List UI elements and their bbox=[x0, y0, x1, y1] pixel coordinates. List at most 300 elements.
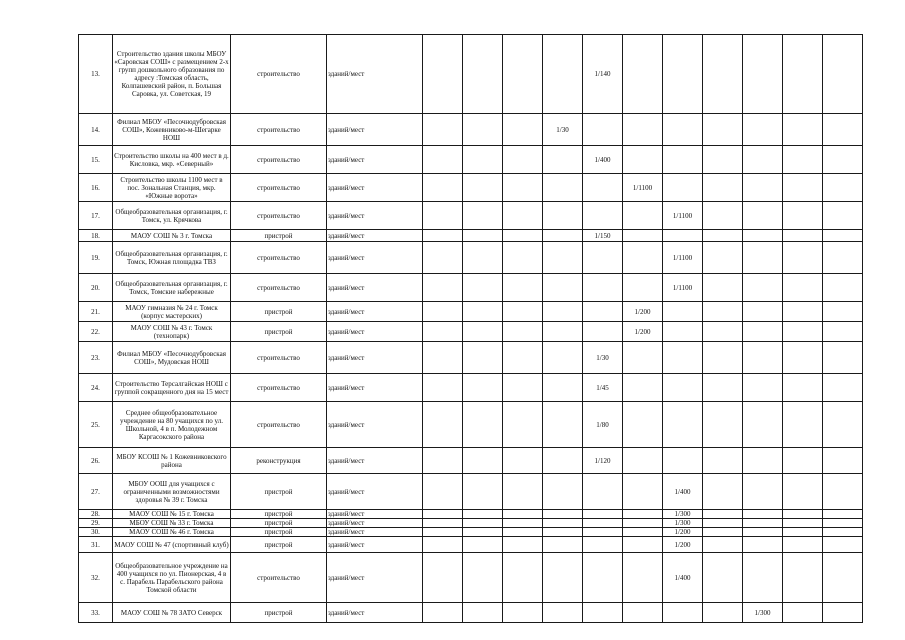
empty-cell bbox=[463, 448, 503, 474]
object-name: Общеобразовательная организация, г. Томск, ул. Крячкова bbox=[113, 202, 231, 230]
empty-cell bbox=[463, 519, 503, 528]
empty-cell bbox=[463, 274, 503, 302]
empty-cell bbox=[783, 448, 823, 474]
object-name: МАОУ гимназия № 24 г. Томск (корпус мастерских) bbox=[113, 302, 231, 322]
empty-cell bbox=[423, 374, 463, 402]
object-name: Общеобразовательная организация, г. Томск, Томские набережные bbox=[113, 274, 231, 302]
empty-cell bbox=[503, 146, 543, 174]
empty-cell bbox=[823, 537, 863, 553]
value-cell: 1/1100 bbox=[663, 274, 703, 302]
empty-cell bbox=[583, 528, 623, 537]
empty-cell bbox=[583, 510, 623, 519]
table-row bbox=[79, 230, 863, 242]
empty-cell bbox=[583, 474, 623, 510]
row-number: 22. bbox=[79, 322, 113, 342]
empty-cell bbox=[423, 322, 463, 342]
measure-unit: зданий/мест bbox=[327, 242, 423, 274]
empty-cell bbox=[783, 322, 823, 342]
empty-cell bbox=[823, 528, 863, 537]
empty-cell bbox=[503, 448, 543, 474]
work-type: пристрой bbox=[231, 322, 327, 342]
empty-cell bbox=[783, 114, 823, 146]
empty-cell bbox=[703, 448, 743, 474]
empty-cell bbox=[743, 374, 783, 402]
empty-cell bbox=[463, 146, 503, 174]
value-cell: 1/400 bbox=[583, 146, 623, 174]
empty-cell bbox=[783, 146, 823, 174]
row-number: 21. bbox=[79, 302, 113, 322]
object-name: Общеобразовательная организация, г. Томск, Южная площадка ТВЗ bbox=[113, 242, 231, 274]
measure-unit: зданий/мест bbox=[327, 448, 423, 474]
work-type: пристрой bbox=[231, 519, 327, 528]
empty-cell bbox=[823, 274, 863, 302]
empty-cell bbox=[703, 322, 743, 342]
empty-cell bbox=[743, 537, 783, 553]
empty-cell bbox=[823, 553, 863, 603]
object-name: МАОУ СОШ № 46 г. Томска bbox=[113, 528, 231, 537]
value-cell: 1/80 bbox=[583, 402, 623, 448]
empty-cell bbox=[823, 230, 863, 242]
object-name: МАОУ СОШ № 78 ЗАТО Северск bbox=[113, 603, 231, 623]
empty-cell bbox=[663, 342, 703, 374]
empty-cell bbox=[663, 230, 703, 242]
measure-unit: зданий/мест bbox=[327, 510, 423, 519]
table-row bbox=[79, 553, 863, 603]
empty-cell bbox=[783, 603, 823, 623]
empty-cell bbox=[743, 35, 783, 114]
measure-unit: зданий/мест bbox=[327, 553, 423, 603]
work-type: пристрой bbox=[231, 474, 327, 510]
row-number: 26. bbox=[79, 448, 113, 474]
empty-cell bbox=[423, 342, 463, 374]
empty-cell bbox=[703, 302, 743, 322]
row-number: 16. bbox=[79, 174, 113, 202]
empty-cell bbox=[463, 402, 503, 448]
empty-cell bbox=[543, 474, 583, 510]
empty-cell bbox=[543, 174, 583, 202]
empty-cell bbox=[663, 603, 703, 623]
empty-cell bbox=[423, 603, 463, 623]
empty-cell bbox=[663, 302, 703, 322]
empty-cell bbox=[423, 402, 463, 448]
empty-cell bbox=[743, 146, 783, 174]
empty-cell bbox=[743, 174, 783, 202]
work-type: строительство bbox=[231, 174, 327, 202]
empty-cell bbox=[543, 274, 583, 302]
empty-cell bbox=[463, 474, 503, 510]
object-name: Среднее общеобразовательное учреждение на 80 учащихся по ул. Школьной, 4 в п. Молодежном Каргасокского района bbox=[113, 402, 231, 448]
empty-cell bbox=[623, 114, 663, 146]
empty-cell bbox=[703, 146, 743, 174]
empty-cell bbox=[423, 519, 463, 528]
value-cell: 1/300 bbox=[743, 603, 783, 623]
measure-unit: зданий/мест bbox=[327, 537, 423, 553]
empty-cell bbox=[503, 322, 543, 342]
empty-cell bbox=[503, 302, 543, 322]
empty-cell bbox=[663, 402, 703, 448]
empty-cell bbox=[783, 510, 823, 519]
empty-cell bbox=[503, 519, 543, 528]
value-cell: 1/200 bbox=[623, 322, 663, 342]
empty-cell bbox=[743, 519, 783, 528]
empty-cell bbox=[823, 474, 863, 510]
empty-cell bbox=[783, 274, 823, 302]
empty-cell bbox=[503, 402, 543, 448]
empty-cell bbox=[543, 202, 583, 230]
empty-cell bbox=[703, 374, 743, 402]
object-name: МБОУ КСОШ № 1 Кожевниковского района bbox=[113, 448, 231, 474]
empty-cell bbox=[463, 202, 503, 230]
work-type: пристрой bbox=[231, 302, 327, 322]
table-row bbox=[79, 519, 863, 528]
row-number: 27. bbox=[79, 474, 113, 510]
row-number: 13. bbox=[79, 35, 113, 114]
measure-unit: зданий/мест bbox=[327, 114, 423, 146]
empty-cell bbox=[543, 242, 583, 274]
object-name: Строительство здания школы МБОУ «Саровская СОШ» с размещением 2-х групп дошкольного образования по адресу :Томская область, Колпашевский район, п. Большая Саровка, ул. Советская, 19 bbox=[113, 35, 231, 114]
empty-cell bbox=[543, 230, 583, 242]
measure-unit: зданий/мест bbox=[327, 342, 423, 374]
empty-cell bbox=[663, 146, 703, 174]
row-number: 23. bbox=[79, 342, 113, 374]
table-row bbox=[79, 202, 863, 230]
row-number: 33. bbox=[79, 603, 113, 623]
measure-unit: зданий/мест bbox=[327, 230, 423, 242]
empty-cell bbox=[743, 553, 783, 603]
work-type: строительство bbox=[231, 242, 327, 274]
value-cell: 1/400 bbox=[663, 474, 703, 510]
empty-cell bbox=[743, 242, 783, 274]
empty-cell bbox=[423, 537, 463, 553]
object-name: МАОУ СОШ № 15 г. Томска bbox=[113, 510, 231, 519]
empty-cell bbox=[783, 528, 823, 537]
object-name: МАОУ СОШ № 43 г. Томск (технопарк) bbox=[113, 322, 231, 342]
empty-cell bbox=[623, 230, 663, 242]
empty-cell bbox=[823, 402, 863, 448]
object-name: Строительство Терсалгайская НОШ с группой сокращенного дня на 15 мест bbox=[113, 374, 231, 402]
work-type: строительство bbox=[231, 146, 327, 174]
work-type: пристрой bbox=[231, 528, 327, 537]
work-type: пристрой bbox=[231, 510, 327, 519]
empty-cell bbox=[623, 603, 663, 623]
empty-cell bbox=[583, 322, 623, 342]
empty-cell bbox=[543, 448, 583, 474]
empty-cell bbox=[543, 528, 583, 537]
row-number: 28. bbox=[79, 510, 113, 519]
object-name: Общеобразовательное учреждение на 400 учащихся по ул. Пионерская, 4 в с. Парабель Парабельского района Томской области bbox=[113, 553, 231, 603]
empty-cell bbox=[703, 510, 743, 519]
empty-cell bbox=[503, 474, 543, 510]
value-cell: 1/300 bbox=[663, 519, 703, 528]
work-type: пристрой bbox=[231, 230, 327, 242]
empty-cell bbox=[583, 202, 623, 230]
empty-cell bbox=[703, 35, 743, 114]
empty-cell bbox=[623, 374, 663, 402]
empty-cell bbox=[743, 402, 783, 448]
empty-cell bbox=[663, 174, 703, 202]
work-type: пристрой bbox=[231, 603, 327, 623]
row-number: 30. bbox=[79, 528, 113, 537]
empty-cell bbox=[503, 528, 543, 537]
measure-unit: зданий/мест bbox=[327, 474, 423, 510]
empty-cell bbox=[743, 230, 783, 242]
empty-cell bbox=[543, 342, 583, 374]
empty-cell bbox=[623, 474, 663, 510]
empty-cell bbox=[823, 603, 863, 623]
empty-cell bbox=[423, 448, 463, 474]
value-cell: 1/1100 bbox=[623, 174, 663, 202]
object-name: МАОУ СОШ № 47 (спортивный клуб) bbox=[113, 537, 231, 553]
empty-cell bbox=[623, 402, 663, 448]
table-row bbox=[79, 114, 863, 146]
table-row bbox=[79, 35, 863, 114]
table-row bbox=[79, 603, 863, 623]
empty-cell bbox=[423, 146, 463, 174]
value-cell: 1/45 bbox=[583, 374, 623, 402]
empty-cell bbox=[423, 474, 463, 510]
measure-unit: зданий/мест bbox=[327, 174, 423, 202]
value-cell: 1/30 bbox=[583, 342, 623, 374]
empty-cell bbox=[823, 519, 863, 528]
value-cell: 1/150 bbox=[583, 230, 623, 242]
empty-cell bbox=[623, 35, 663, 114]
empty-cell bbox=[743, 274, 783, 302]
value-cell: 1/200 bbox=[663, 528, 703, 537]
empty-cell bbox=[703, 114, 743, 146]
empty-cell bbox=[423, 230, 463, 242]
table-row bbox=[79, 402, 863, 448]
empty-cell bbox=[503, 114, 543, 146]
empty-cell bbox=[663, 322, 703, 342]
empty-cell bbox=[663, 35, 703, 114]
empty-cell bbox=[463, 553, 503, 603]
value-cell: 1/1100 bbox=[663, 242, 703, 274]
row-number: 32. bbox=[79, 553, 113, 603]
empty-cell bbox=[783, 402, 823, 448]
empty-cell bbox=[623, 519, 663, 528]
empty-cell bbox=[463, 528, 503, 537]
empty-cell bbox=[503, 537, 543, 553]
empty-cell bbox=[423, 242, 463, 274]
table-row bbox=[79, 242, 863, 274]
empty-cell bbox=[583, 603, 623, 623]
empty-cell bbox=[623, 274, 663, 302]
empty-cell bbox=[463, 342, 503, 374]
empty-cell bbox=[543, 553, 583, 603]
table-row bbox=[79, 510, 863, 519]
empty-cell bbox=[783, 230, 823, 242]
empty-cell bbox=[623, 242, 663, 274]
empty-cell bbox=[543, 537, 583, 553]
measure-unit: зданий/мест bbox=[327, 202, 423, 230]
table-row bbox=[79, 322, 863, 342]
empty-cell bbox=[823, 510, 863, 519]
measure-unit: зданий/мест bbox=[327, 402, 423, 448]
empty-cell bbox=[503, 242, 543, 274]
empty-cell bbox=[783, 474, 823, 510]
empty-cell bbox=[423, 302, 463, 322]
empty-cell bbox=[583, 553, 623, 603]
empty-cell bbox=[823, 146, 863, 174]
work-type: строительство bbox=[231, 402, 327, 448]
measure-unit: зданий/мест bbox=[327, 603, 423, 623]
empty-cell bbox=[743, 474, 783, 510]
value-cell: 1/200 bbox=[663, 537, 703, 553]
empty-cell bbox=[543, 322, 583, 342]
table-row bbox=[79, 374, 863, 402]
table-row bbox=[79, 302, 863, 322]
empty-cell bbox=[503, 374, 543, 402]
empty-cell bbox=[423, 528, 463, 537]
empty-cell bbox=[463, 242, 503, 274]
table-row bbox=[79, 474, 863, 510]
work-type: строительство bbox=[231, 35, 327, 114]
object-name: Филиал МБОУ «Песочнодубровская СОШ», Мудовская НОШ bbox=[113, 342, 231, 374]
object-name: МАОУ СОШ № 3 г. Томска bbox=[113, 230, 231, 242]
measure-unit: зданий/мест bbox=[327, 528, 423, 537]
value-cell: 1/140 bbox=[583, 35, 623, 114]
empty-cell bbox=[543, 374, 583, 402]
empty-cell bbox=[743, 114, 783, 146]
measure-unit: зданий/мест bbox=[327, 35, 423, 114]
empty-cell bbox=[703, 274, 743, 302]
work-type: строительство bbox=[231, 202, 327, 230]
empty-cell bbox=[583, 519, 623, 528]
empty-cell bbox=[583, 114, 623, 146]
empty-cell bbox=[783, 302, 823, 322]
table-row bbox=[79, 146, 863, 174]
table-row bbox=[79, 274, 863, 302]
empty-cell bbox=[543, 519, 583, 528]
empty-cell bbox=[823, 202, 863, 230]
empty-cell bbox=[703, 202, 743, 230]
empty-cell bbox=[583, 302, 623, 322]
empty-cell bbox=[503, 553, 543, 603]
work-type: строительство bbox=[231, 114, 327, 146]
row-number: 20. bbox=[79, 274, 113, 302]
measure-unit: зданий/мест bbox=[327, 374, 423, 402]
table-row bbox=[79, 537, 863, 553]
row-number: 25. bbox=[79, 402, 113, 448]
empty-cell bbox=[783, 537, 823, 553]
empty-cell bbox=[463, 537, 503, 553]
empty-cell bbox=[463, 230, 503, 242]
empty-cell bbox=[823, 114, 863, 146]
empty-cell bbox=[823, 322, 863, 342]
row-number: 18. bbox=[79, 230, 113, 242]
work-type: строительство bbox=[231, 374, 327, 402]
empty-cell bbox=[823, 374, 863, 402]
empty-cell bbox=[703, 603, 743, 623]
row-number: 31. bbox=[79, 537, 113, 553]
measure-unit: зданий/мест bbox=[327, 302, 423, 322]
empty-cell bbox=[823, 448, 863, 474]
empty-cell bbox=[783, 553, 823, 603]
empty-cell bbox=[703, 528, 743, 537]
empty-cell bbox=[503, 174, 543, 202]
empty-cell bbox=[623, 537, 663, 553]
empty-cell bbox=[503, 603, 543, 623]
empty-cell bbox=[703, 553, 743, 603]
table-row bbox=[79, 448, 863, 474]
empty-cell bbox=[583, 242, 623, 274]
empty-cell bbox=[743, 322, 783, 342]
value-cell: 1/120 bbox=[583, 448, 623, 474]
empty-cell bbox=[463, 510, 503, 519]
object-name: Филиал МБОУ «Песочнодубровская СОШ», Кожевниково-м-Шегарке НОШ bbox=[113, 114, 231, 146]
value-cell: 1/400 bbox=[663, 553, 703, 603]
object-name: Строительство школы на 400 мест в д. Кисловка, мкр. «Северный» bbox=[113, 146, 231, 174]
empty-cell bbox=[583, 174, 623, 202]
object-name: МБОУ СОШ № 33 г. Томска bbox=[113, 519, 231, 528]
value-cell: 1/200 bbox=[623, 302, 663, 322]
empty-cell bbox=[663, 448, 703, 474]
row-number: 15. bbox=[79, 146, 113, 174]
empty-cell bbox=[823, 242, 863, 274]
empty-cell bbox=[423, 553, 463, 603]
value-cell: 1/1100 bbox=[663, 202, 703, 230]
empty-cell bbox=[783, 35, 823, 114]
empty-cell bbox=[743, 342, 783, 374]
empty-cell bbox=[823, 342, 863, 374]
empty-cell bbox=[743, 302, 783, 322]
measure-unit: зданий/мест bbox=[327, 519, 423, 528]
empty-cell bbox=[663, 114, 703, 146]
empty-cell bbox=[623, 448, 663, 474]
empty-cell bbox=[423, 202, 463, 230]
empty-cell bbox=[623, 528, 663, 537]
table-row bbox=[79, 342, 863, 374]
empty-cell bbox=[463, 114, 503, 146]
empty-cell bbox=[743, 528, 783, 537]
empty-cell bbox=[503, 342, 543, 374]
row-number: 24. bbox=[79, 374, 113, 402]
empty-cell bbox=[823, 302, 863, 322]
object-name: Строительство школы 1100 мест в пос. Зональная Станция, мкр. «Южные ворота» bbox=[113, 174, 231, 202]
empty-cell bbox=[423, 35, 463, 114]
empty-cell bbox=[463, 374, 503, 402]
empty-cell bbox=[623, 510, 663, 519]
empty-cell bbox=[703, 474, 743, 510]
empty-cell bbox=[423, 510, 463, 519]
empty-cell bbox=[783, 242, 823, 274]
empty-cell bbox=[543, 146, 583, 174]
table-row bbox=[79, 174, 863, 202]
empty-cell bbox=[463, 35, 503, 114]
empty-cell bbox=[543, 402, 583, 448]
empty-cell bbox=[663, 374, 703, 402]
value-cell: 1/30 bbox=[543, 114, 583, 146]
empty-cell bbox=[783, 174, 823, 202]
work-type: строительство bbox=[231, 274, 327, 302]
empty-cell bbox=[703, 537, 743, 553]
empty-cell bbox=[543, 510, 583, 519]
measure-unit: зданий/мест bbox=[327, 274, 423, 302]
empty-cell bbox=[503, 35, 543, 114]
object-name: МБОУ ООШ для учащихся с ограниченными возможностями здоровья № 39 г. Томска bbox=[113, 474, 231, 510]
empty-cell bbox=[703, 230, 743, 242]
empty-cell bbox=[463, 322, 503, 342]
row-number: 19. bbox=[79, 242, 113, 274]
empty-cell bbox=[823, 35, 863, 114]
empty-cell bbox=[703, 242, 743, 274]
empty-cell bbox=[823, 174, 863, 202]
empty-cell bbox=[583, 274, 623, 302]
work-type: пристрой bbox=[231, 537, 327, 553]
empty-cell bbox=[703, 174, 743, 202]
empty-cell bbox=[543, 302, 583, 322]
row-number: 17. bbox=[79, 202, 113, 230]
